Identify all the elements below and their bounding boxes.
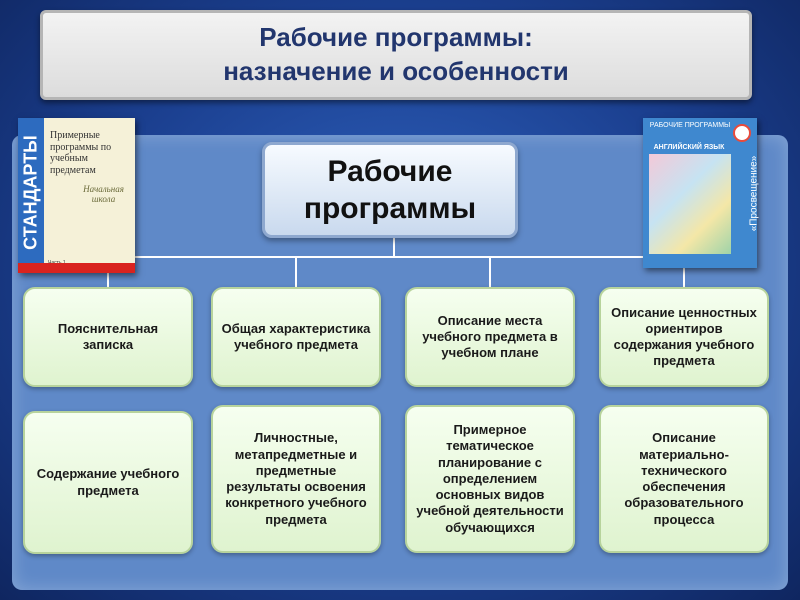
slide-title-line2: назначение и особенности [223, 56, 569, 86]
main-node-line2: программы [303, 192, 477, 225]
book-right-spine-text: «Просвещение» [748, 155, 760, 232]
card-top-4: Описание ценностных ориентиров содержания учебного предмета [599, 287, 769, 387]
card-bottom-4: Описание материально-технического обеспечения образовательного процесса [599, 405, 769, 553]
book-left-spine-text: СТАНДАРТЫ [20, 135, 41, 250]
book-left-subtitle: Начальная школа [83, 184, 124, 204]
book-right-artwork [649, 154, 731, 254]
slide-title-line1: Рабочие программы: [259, 22, 533, 53]
card-bottom-1: Содержание учебного предмета [23, 411, 193, 554]
card-top-3: Описание места учебного предмета в учебном плане [405, 287, 575, 387]
book-right-subject: АНГЛИЙСКИЙ ЯЗЫК [653, 144, 725, 151]
card-top-2: Общая характеристика учебного предмета [211, 287, 381, 387]
card-bottom-2: Личностные, метапредметные и предметные результаты освоения конкретного учебного предмета [211, 405, 381, 553]
main-node-line1: Рабочие [327, 154, 453, 188]
book-right-top-label: РАБОЧИЕ ПРОГРАММЫ [649, 122, 731, 129]
book-cover-right [643, 118, 760, 268]
book-cover-left [18, 118, 135, 273]
book-left-title: Примерные программы по учебным предметам [50, 130, 112, 176]
main-node [262, 142, 518, 238]
card-bottom-3: Примерное тематическое планирование с определением основных видов учебной деятельности обучающихся [405, 405, 575, 553]
card-top-1: Пояснительная записка [23, 287, 193, 387]
book-left-stripe [18, 263, 135, 273]
